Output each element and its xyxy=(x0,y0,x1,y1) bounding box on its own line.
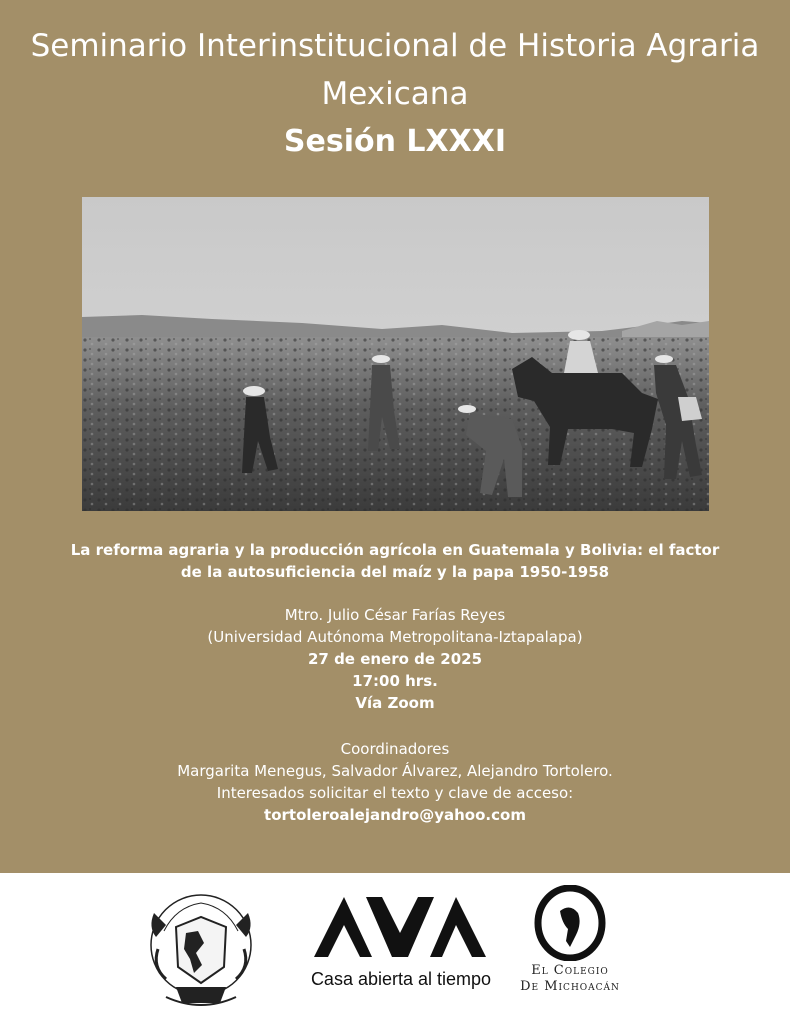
event-date: 27 de enero de 2025 xyxy=(307,650,483,668)
event-time: 17:00 hrs. xyxy=(352,672,438,690)
colmich-name-line1: El Colegio xyxy=(531,963,609,978)
session-title: Sesión LXXXI xyxy=(283,124,507,159)
colmich-logo xyxy=(510,885,630,1005)
colmich-name-line2: De Michoacán xyxy=(520,979,620,994)
coordination-info xyxy=(0,738,790,826)
seminar-title-line2: Mexicana xyxy=(321,76,469,112)
seminar-title-line1: Seminario Interinstitucional de Historia Agraria xyxy=(30,28,760,64)
access-note: Interesados solicitar el texto y clave de acceso: xyxy=(216,784,574,802)
event-venue: Vía Zoom xyxy=(355,694,435,712)
historical-farm-photo xyxy=(82,197,709,511)
talk-title xyxy=(60,539,730,583)
uam-slogan: Casa abierta al tiempo xyxy=(310,969,492,989)
speaker-name: Mtro. Julio César Farías Reyes xyxy=(284,606,506,624)
unam-seal-logo xyxy=(146,887,256,1013)
contact-email[interactable]: tortoleroalejandro@yahoo.com xyxy=(264,806,526,824)
uam-logo xyxy=(306,895,496,999)
coordinators-names: Margarita Menegus, Salvador Álvarez, Alejandro Tortolero. xyxy=(177,762,613,780)
speaker-info xyxy=(0,604,790,714)
talk-title-line1: La reforma agraria y la producción agrícola en Guatemala y Bolivia: el factor xyxy=(70,541,720,559)
coordinators-heading: Coordinadores xyxy=(340,740,450,758)
institution-logos xyxy=(0,873,790,1023)
talk-title-line2: de la autosuficiencia del maíz y la papa 1950-1958 xyxy=(180,563,610,581)
speaker-affiliation: (Universidad Autónoma Metropolitana-Iztapalapa) xyxy=(207,628,583,646)
